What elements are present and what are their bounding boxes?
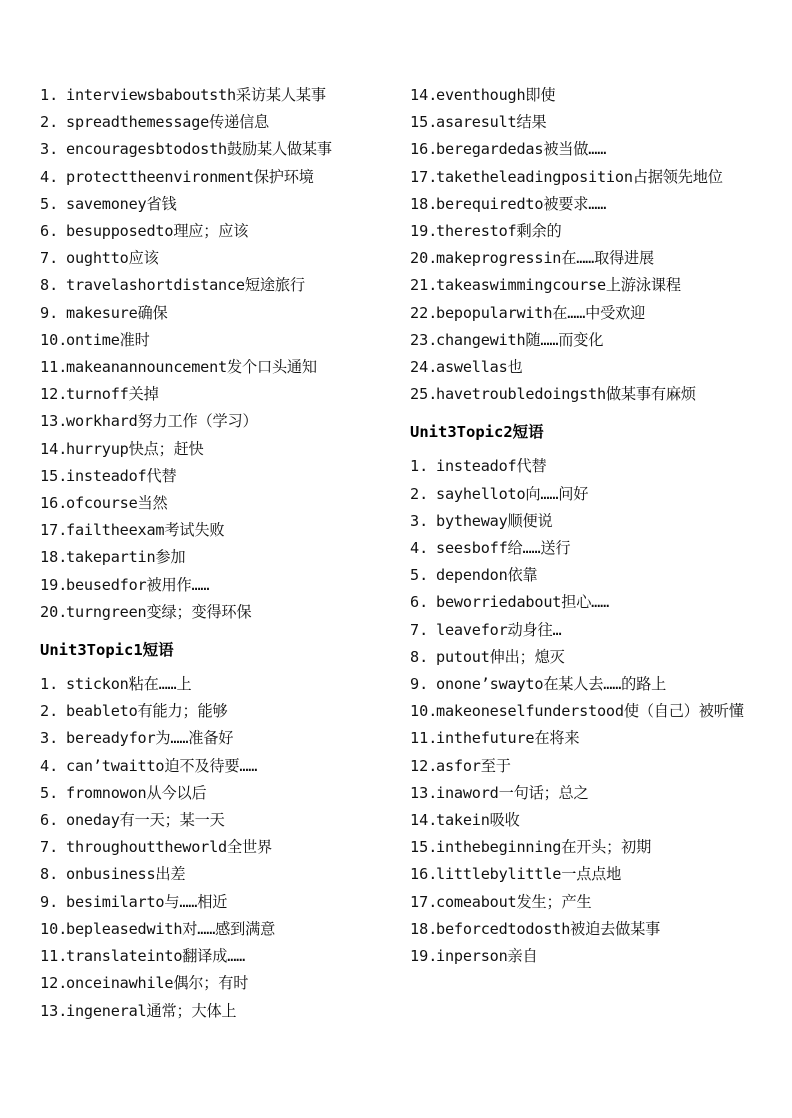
phrase-text: inthebeginning在开头；初期 (436, 838, 652, 857)
item-number: 2. (40, 702, 59, 721)
item-number: 25. (410, 385, 438, 404)
phrase-text: beregardedas被当做…… (436, 140, 607, 159)
item-number: 18. (40, 548, 68, 567)
phrase-text: translateinto翻译成…… (66, 947, 246, 966)
item-number: 3. (410, 511, 429, 530)
item-number: 1. (40, 675, 59, 694)
phrase-text: therestof剩余的 (436, 222, 562, 241)
list-item (410, 218, 760, 245)
list-item (410, 136, 760, 163)
phrase-text: savemoney省钱 (66, 194, 177, 213)
phrase-list (40, 671, 380, 1025)
item-number: 4. (40, 167, 59, 186)
phrase-text: eventhough即使 (436, 86, 556, 104)
item-number: 4. (410, 539, 429, 558)
item-number: 9. (40, 892, 59, 911)
list-item (410, 245, 760, 272)
list-item (410, 300, 760, 327)
item-number: 9. (40, 303, 59, 322)
list-item (40, 327, 380, 354)
phrase-text: leavefor动身往… (436, 620, 562, 639)
list-item (40, 408, 380, 435)
item-number: 13. (40, 1001, 68, 1020)
list-item (40, 381, 380, 408)
list-item (410, 164, 760, 191)
item-number: 14. (40, 439, 68, 458)
list-item (40, 136, 380, 163)
item-number: 22. (410, 303, 438, 322)
item-number: 4. (40, 756, 59, 775)
item-number: 6. (410, 593, 429, 612)
section-heading-topic2: Unit3Topic2短语 (410, 423, 544, 442)
list-item (40, 998, 380, 1025)
phrase-text: aswellas也 (436, 358, 523, 377)
phrase-text: havetroubledoingsth做某事有麻烦 (436, 385, 696, 404)
list-item (410, 109, 760, 136)
item-number: 21. (410, 276, 438, 295)
item-number: 10. (40, 919, 68, 938)
list-item (410, 453, 760, 480)
phrase-text: asfor至于 (436, 756, 511, 775)
item-number: 8. (40, 276, 59, 295)
phrase-text: onceinawhile偶尔；有时 (66, 974, 249, 993)
phrase-text: insteadof代替 (436, 457, 547, 476)
phrase-text: fromnowon从今以后 (66, 783, 207, 802)
item-number: 8. (40, 865, 59, 884)
right-column (410, 82, 760, 970)
item-number: 14. (410, 811, 438, 830)
list-item (410, 861, 760, 888)
list-item (40, 436, 380, 463)
item-number: 19. (40, 575, 68, 594)
phrase-text: oughtto应该 (66, 249, 159, 268)
item-number: 5. (40, 194, 59, 213)
list-item (40, 490, 380, 517)
list-item (410, 889, 760, 916)
item-number: 12. (410, 756, 438, 775)
item-number: 1. (40, 86, 59, 104)
item-number: 11. (410, 729, 438, 748)
item-number: 17. (40, 521, 68, 540)
item-number: 7. (40, 838, 59, 857)
list-item (40, 463, 380, 490)
list-item (410, 562, 760, 589)
phrase-text: besupposedto理应；应该 (66, 222, 249, 241)
phrase-text: onone’swayto在某人去……的路上 (436, 675, 667, 694)
list-item (410, 807, 760, 834)
phrase-text: failtheexam考试失败 (66, 521, 225, 540)
item-number: 9. (410, 675, 429, 694)
phrase-text: stickon粘在……上 (66, 675, 192, 694)
list-item (40, 671, 380, 698)
list-item (40, 753, 380, 780)
phrase-text: takepartin参加 (66, 548, 186, 567)
list-item (410, 327, 760, 354)
phrase-text: bepopularwith在……中受欢迎 (436, 303, 646, 322)
left-column (40, 82, 380, 1025)
item-number: 6. (40, 222, 59, 241)
phrase-text: inaword一句话；总之 (436, 783, 589, 802)
phrase-text: encouragesbtodosth鼓励某人做某事 (66, 140, 332, 159)
phrase-text: workhard努力工作（学习） (66, 412, 258, 431)
item-number: 20. (40, 602, 68, 621)
item-number: 5. (410, 566, 429, 585)
item-number: 10. (410, 702, 438, 721)
list-item (40, 164, 380, 191)
phrase-text: ingeneral通常；大体上 (66, 1001, 237, 1020)
list-item (410, 535, 760, 562)
phrase-text: makeanannouncement发个口头通知 (66, 358, 317, 377)
list-item (410, 725, 760, 752)
phrase-text: ontime准时 (66, 330, 150, 349)
item-number: 18. (410, 919, 438, 938)
list-item (410, 644, 760, 671)
phrase-text: inthefuture在将来 (436, 729, 580, 748)
phrase-text: beworriedabout担心…… (436, 593, 610, 612)
list-item (410, 698, 760, 725)
list-item (410, 191, 760, 218)
item-number: 16. (410, 865, 438, 884)
item-number: 2. (40, 113, 59, 132)
phrase-text: inperson亲自 (436, 947, 538, 966)
list-item (410, 617, 760, 644)
phrase-list (40, 82, 380, 626)
phrase-text: taketheleadingposition占据领先地位 (436, 167, 723, 186)
list-item (410, 381, 760, 408)
item-number: 16. (410, 140, 438, 159)
phrase-text: makesure确保 (66, 303, 168, 322)
list-item (40, 572, 380, 599)
item-number: 1. (410, 457, 429, 476)
item-number: 7. (410, 620, 429, 639)
item-number: 13. (410, 783, 438, 802)
list-item (410, 671, 760, 698)
phrase-text: bereadyfor为……准备好 (66, 729, 234, 748)
list-item (410, 272, 760, 299)
list-item (40, 725, 380, 752)
item-number: 10. (40, 330, 68, 349)
phrase-text: interviewsbaboutsth采访某人某事 (66, 86, 326, 104)
phrase-text: can’twaitto迫不及待要…… (66, 756, 258, 775)
phrase-text: besimilarto与……相近 (66, 892, 228, 911)
item-number: 12. (40, 385, 68, 404)
item-number: 2. (410, 484, 429, 503)
phrase-text: berequiredto被要求…… (436, 194, 607, 213)
item-number: 24. (410, 358, 438, 377)
list-item (40, 698, 380, 725)
phrase-text: comeabout发生；产生 (436, 892, 592, 911)
item-number: 20. (410, 249, 438, 268)
item-number: 3. (40, 140, 59, 159)
list-item (410, 354, 760, 381)
list-item (40, 861, 380, 888)
phrase-list (410, 453, 760, 970)
list-item (40, 218, 380, 245)
list-item (410, 753, 760, 780)
phrase-text: takeaswimmingcourse上游泳课程 (436, 276, 681, 295)
item-number: 15. (410, 113, 438, 132)
item-number: 7. (40, 249, 59, 268)
phrase-text: insteadof代替 (66, 466, 177, 485)
phrase-text: dependon依靠 (436, 566, 538, 585)
list-item (40, 970, 380, 997)
phrase-text: makeoneselfunderstood使（自己）被听懂 (436, 702, 744, 721)
phrase-text: beforcedtodosth被迫去做某事 (436, 919, 661, 938)
list-item (40, 916, 380, 943)
list-item (410, 943, 760, 970)
list-item (40, 780, 380, 807)
item-number: 11. (40, 947, 68, 966)
phrase-text: takein吸收 (436, 811, 520, 830)
item-number: 15. (410, 838, 438, 857)
list-item (410, 780, 760, 807)
list-item (40, 245, 380, 272)
phrase-text: hurryup快点；赶快 (66, 439, 204, 458)
phrase-text: ofcourse当然 (66, 494, 168, 513)
phrase-text: onbusiness出差 (66, 865, 186, 884)
phrase-text: turnoff关掉 (66, 385, 159, 404)
phrase-text: throughouttheworld全世界 (66, 838, 272, 857)
item-number: 3. (40, 729, 59, 748)
item-number: 15. (40, 466, 68, 485)
item-number: 18. (410, 194, 438, 213)
list-item (40, 354, 380, 381)
phrase-text: beableto有能力；能够 (66, 702, 228, 721)
phrase-text: bepleasedwith对……感到满意 (66, 919, 276, 938)
list-item (410, 508, 760, 535)
phrase-text: bytheway顺便说 (436, 511, 553, 530)
item-number: 17. (410, 892, 438, 911)
phrase-text: turngreen变绿；变得环保 (66, 602, 252, 621)
phrase-text: beusedfor被用作…… (66, 575, 210, 594)
list-item (40, 272, 380, 299)
phrase-text: changewith随……而变化 (436, 330, 604, 349)
phrase-text: putout伸出；熄灭 (436, 647, 565, 666)
list-item (410, 481, 760, 508)
list-item (40, 191, 380, 218)
list-item (40, 834, 380, 861)
list-item (40, 544, 380, 571)
item-number: 23. (410, 330, 438, 349)
list-item (410, 589, 760, 616)
phrase-text: asaresult结果 (436, 113, 547, 132)
phrase-text: littlebylittle一点点地 (436, 865, 622, 884)
item-number: 19. (410, 222, 438, 241)
list-item (40, 300, 380, 327)
list-item (410, 916, 760, 943)
phrase-text: makeprogressin在……取得进展 (436, 249, 655, 268)
item-number: 16. (40, 494, 68, 513)
phrase-list (410, 82, 760, 408)
phrase-text: travelashortdistance短途旅行 (66, 276, 305, 295)
phrase-text: protecttheenvironment保护环境 (66, 167, 314, 186)
item-number: 5. (40, 783, 59, 802)
phrase-text: sayhelloto向……问好 (436, 484, 589, 503)
phrase-text: seesboff给……送行 (436, 539, 571, 558)
list-item (40, 599, 380, 626)
list-item (40, 109, 380, 136)
list-item (40, 807, 380, 834)
item-number: 14. (410, 86, 438, 104)
section-heading-topic1: Unit3Topic1短语 (40, 641, 174, 660)
item-number: 17. (410, 167, 438, 186)
item-number: 12. (40, 974, 68, 993)
phrase-text: spreadthemessage传递信息 (66, 113, 270, 132)
item-number: 8. (410, 647, 429, 666)
item-number: 11. (40, 358, 68, 377)
list-item (40, 517, 380, 544)
item-number: 13. (40, 412, 68, 431)
item-number: 6. (40, 811, 59, 830)
list-item (40, 82, 380, 109)
list-item (40, 943, 380, 970)
phrase-text: oneday有一天；某一天 (66, 811, 225, 830)
list-item (410, 834, 760, 861)
item-number: 19. (410, 947, 438, 966)
list-item (410, 82, 760, 109)
list-item (40, 889, 380, 916)
